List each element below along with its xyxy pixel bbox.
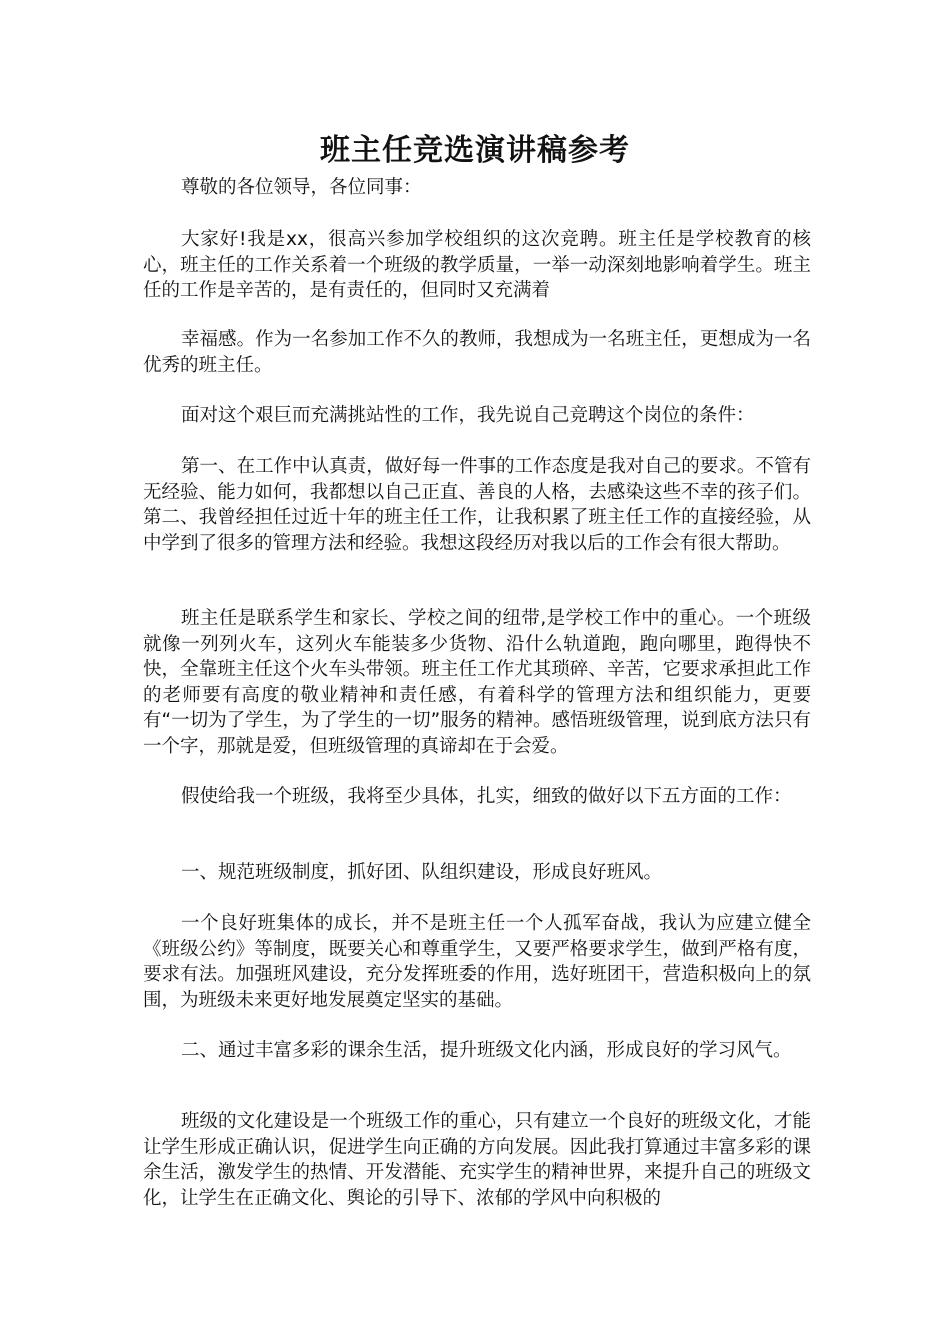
paragraph-role: 班主任是联系学生和家长、学校之间的纽带,是学校工作中的重心。一个班级就像一列列火车，这列火车能装多少货物、沿什么轨道跑，跑向哪里，跑得快不快，全靠班主任这个火车头带领。班主任工作尤其琐碎、辛苦，它要求承担此工作的老师要有高度的敬业精神和责任感，有着科学的管理方法和组织能力，更要有“一切为了学生，为了学生的一切”服务的精神。感悟班级管理，说到底方法只有一个字，那就是爱，但班级管理的真谛却在于会爱。 [143,608,811,757]
paragraph-conditions-intro: 面对这个艰巨而充满挑站性的工作，我先说自己竞聘这个岗位的条件： [181,405,755,426]
paragraph-point-two: 二、通过丰富多彩的课余生活，提升班级文化内涵，形成良好的学习风气。 [181,1040,792,1061]
paragraph-class-system: 一个良好班集体的成长，并不是班主任一个人孤军奋战，我认为应建立健全《班级公约》等制度，既要关心和尊重学生，又要严格要求学生，做到严格有度，要求有法。加强班风建设，充分发挥班委的作用，选好班团干，营造积极向上的氛围，为班级未来更好地发展奠定坚实的基础。 [143,913,811,1011]
paragraph-conditions: 第一、在工作中认真责，做好每一件事的工作态度是我对自己的要求。不管有无经验、能力如何，我都想以自己正直、善良的人格，去感染这些不幸的孩子们。第二、我曾经担任过近十年的班主任工作，让我积累了班主任工作的直接经验，从中学到了很多的管理方法和经验。我想这段经历对我以后的工作会有很大帮助。 [143,456,811,554]
document-title: 班主任竞选演讲稿参考 [320,133,630,168]
paragraph-happiness: 幸福感。作为一名参加工作不久的教师，我想成为一名班主任，更想成为一名优秀的班主任。 [143,329,811,376]
paragraph-class-culture: 班级的文化建设是一个班级工作的重心，只有建立一个良好的班级文化，才能让学生形成正确认识，促进学生向正确的方向发展。因此我打算通过丰富多彩的课余生活，激发学生的热情、开发潜能、充实学生的精神世界，来提升自己的班级文化，让学生在正确文化、舆论的引导下、浓郁的学风中向积极的 [143,1111,811,1209]
paragraph-salutation: 尊敬的各位领导，各位同事： [181,177,422,198]
paragraph-point-one: 一、规范班级制度，抓好团、队组织建设，形成良好班风。 [181,862,663,883]
paragraph-intro: 大家好!我是xx，很高兴参加学校组织的这次竞聘。班主任是学校教育的核心，班主任的工作关系着一个班级的教学质量，一举一动深刻地影响着学生。班主任的工作是辛苦的，是有责任的，但同时又充满着 [143,229,811,301]
paragraph-plan-intro: 假使给我一个班级，我将至少具体，扎实，细致的做好以下五方面的工作： [181,786,792,807]
